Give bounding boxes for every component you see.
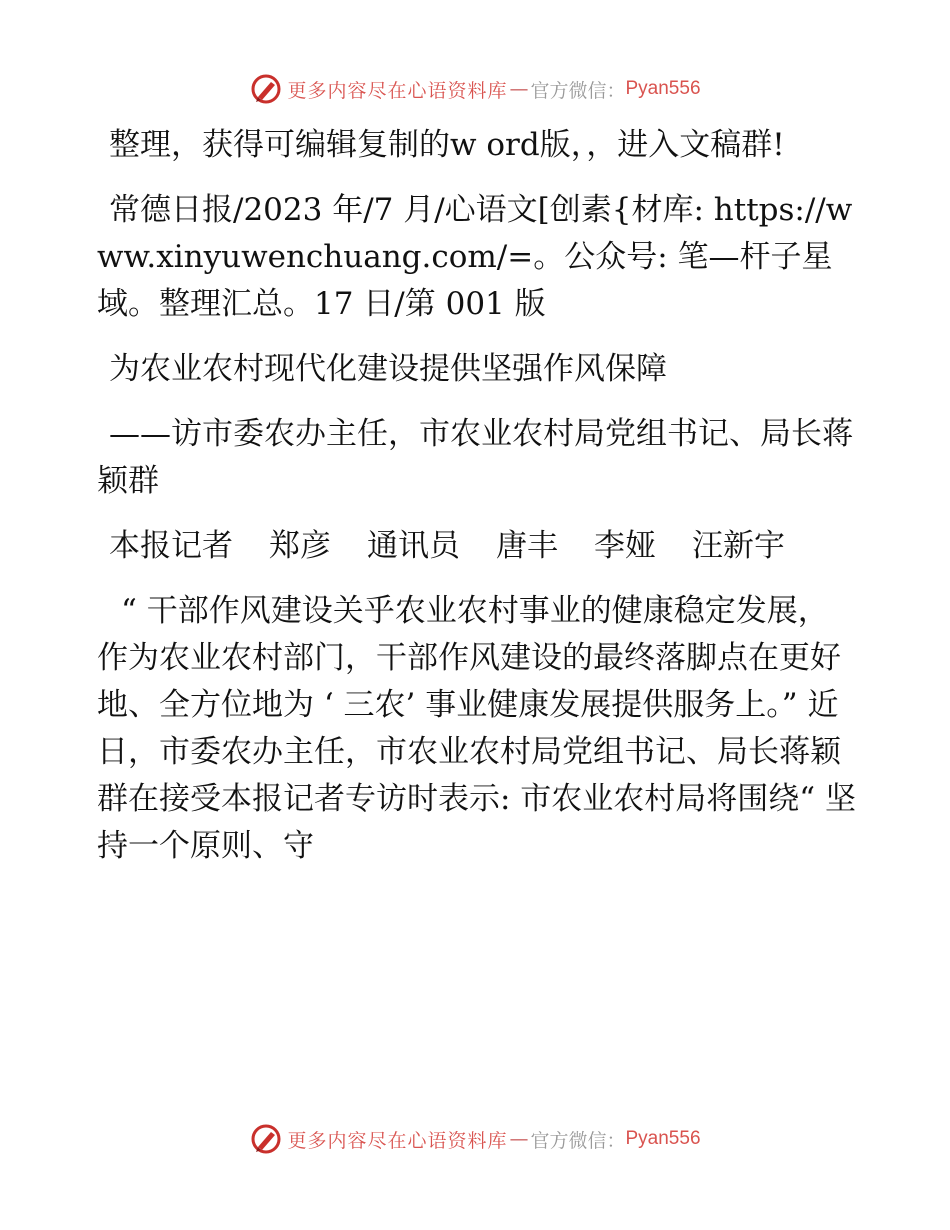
- intro-paragraph: 整理，获得可编辑复制的w ord版，，进入文稿群!: [109, 127, 785, 163]
- watermark-brand: 更多内容尽在心语资料库: [287, 1129, 508, 1152]
- watermark-official-label: 官方微信：: [530, 1129, 626, 1152]
- pen-logo-icon: [249, 72, 283, 106]
- watermark-dash: —: [509, 1128, 529, 1150]
- byline-reporter-label: 本报记者: [109, 528, 233, 564]
- watermark-wechat-id: Pyan556: [625, 78, 701, 99]
- source-paragraph: 常德日报/2023 年/7 月/心语文[创素{材库: https://www.xinyuwenchuang.com/=。公众号: 笔—杆子星域。整理汇总。17 日/第 001 版: [97, 192, 853, 322]
- document-body: [97, 122, 857, 888]
- header-watermark: [0, 72, 950, 106]
- article-subtitle: ——访市委农办主任，市农业农村局党组书记、局长蒋颖群: [97, 416, 853, 499]
- byline-correspondent-label: 通讯员: [367, 528, 460, 564]
- article-title: 为农业农村现代化建设提供坚强作风保障: [109, 351, 667, 387]
- footer-watermark: [0, 1122, 950, 1156]
- byline: [109, 523, 857, 570]
- watermark-wechat-id: Pyan556: [625, 1128, 701, 1149]
- byline-correspondent-3: 汪新宇: [692, 528, 785, 564]
- watermark-dash: —: [509, 78, 529, 100]
- pen-logo-icon: [249, 1122, 283, 1156]
- byline-correspondent-1: 唐丰: [496, 528, 558, 564]
- article-body-paragraph: “ 干部作风建设关乎农业农村事业的健康稳定发展，作为农业农村部门，干部作风建设的最终落脚点在更好地、全方位地为 ‘ 三农’ 事业健康发展提供服务上。” 近日，市委农办主任，市农业农村局党组书记、局长蒋颖群在接受本报记者专访时表示: 市农业农村局将围绕“ 坚持一个原则、守: [97, 593, 856, 864]
- watermark-brand: 更多内容尽在心语资料库: [287, 79, 508, 102]
- byline-reporter-name: 郑彦: [269, 528, 331, 564]
- byline-correspondent-2: 李娅: [594, 528, 656, 564]
- watermark-official-label: 官方微信：: [530, 79, 626, 102]
